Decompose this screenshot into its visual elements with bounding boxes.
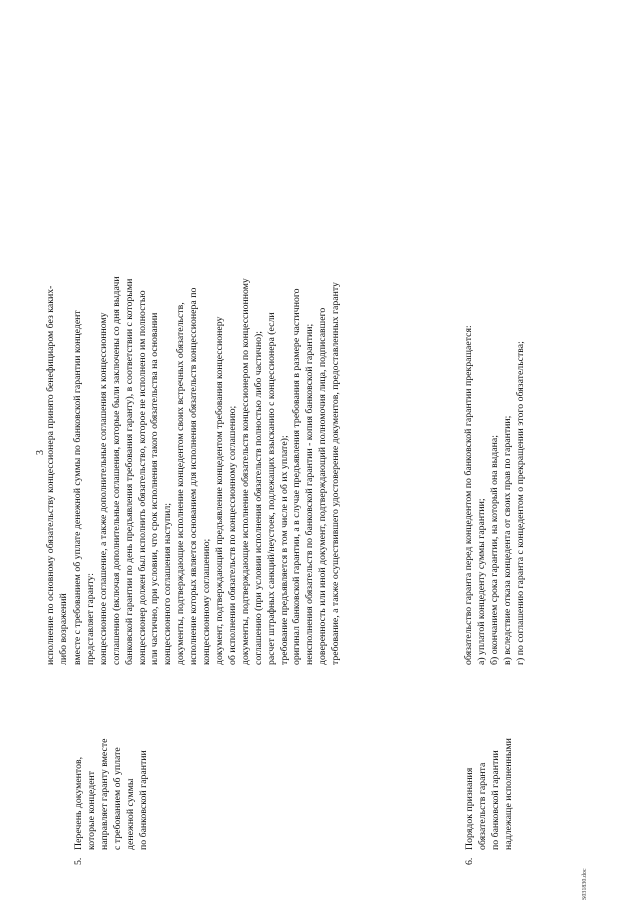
- text-line: представляет гаранту:: [84, 573, 96, 665]
- title-line: по банковской гарантии: [490, 750, 501, 850]
- text-line: а) уплатой концеденту суммы гарантии;: [475, 498, 487, 665]
- text-line: соглашению (при условии исполнения обязательств полностью либо частично);: [252, 331, 264, 665]
- text-line: доверенность или иной документ, подтверждающий полномочия лица, подписавшего: [317, 307, 329, 665]
- text-line: б) окончанием срока гарантии, на который она выдана;: [488, 435, 500, 665]
- text-line: неисполнения обязательств по банковской гарантии - копия банковской гарантии;: [304, 323, 316, 665]
- text-line: исполнение по основному обязательству концессионера принято бенефициаром без каких-: [45, 285, 56, 665]
- text-line: концессионному соглашению;: [201, 538, 213, 665]
- page-number: 3: [35, 450, 46, 455]
- title-line: денежной суммы: [125, 778, 136, 850]
- text-line: либо возражений: [57, 593, 69, 665]
- title-line: которые концедент: [86, 770, 97, 850]
- text-line: концессионер должен был исполнить обязательство, которое не исполнено им полностью: [136, 290, 148, 665]
- text-line: соглашению (включая дополнительные соглашения, которые были заключены со дня выдачи: [110, 276, 122, 665]
- text-line: документы, подтверждающие исполнение концедентом своих встречных обязательств,: [175, 302, 187, 665]
- text-line: банковской гарантии по день предъявления требования гаранту), в соответствии с которыми: [123, 278, 135, 665]
- title-line: по банковской гарантии: [138, 750, 149, 850]
- title-line: Порядок признания: [464, 767, 475, 850]
- text-line: концессионное соглашение, а также дополнительные соглашения к концессионному: [97, 312, 109, 665]
- text-line: документ, подтверждающий предъявление концедентом требования концессионеру: [213, 316, 225, 665]
- text-line: обязательство гаранта перед концедентом по банковской гарантии прекращается:: [463, 325, 474, 665]
- title-line: обязательств гаранта: [477, 762, 488, 850]
- title-line: Перечень документов,: [73, 756, 84, 850]
- text-line: или частично, при условии, что срок исполнения такого обязательства на основании: [149, 312, 161, 665]
- text-line: расчет штрафных санкций/неустоек, подлежащих взысканию с концессионера (если: [265, 312, 277, 665]
- title-line: направляет гаранту вместе: [99, 738, 110, 850]
- footer-filename: S031830.doc: [582, 868, 588, 900]
- title-line: надлежаще исполненными: [503, 738, 514, 850]
- text-line: документы, подтверждающие исполнение обязательств концессионером по концессионному: [239, 278, 251, 665]
- title-line: с требованием об уплате: [112, 747, 123, 850]
- text-line: концессионного соглашения наступил;: [162, 502, 174, 665]
- text-line: об исполнении обязательств по концессионному соглашению;: [226, 405, 238, 665]
- text-line: г) по соглашению гаранта с концедентом о прекращении этого обязательства;: [514, 341, 526, 665]
- row-title: [463, 665, 515, 850]
- row-content: [463, 25, 528, 665]
- text-line: вместе с требованием об уплате денежной суммы по банковской гарантии концедент: [72, 310, 83, 665]
- row-title: [72, 665, 150, 850]
- continuation-text: [45, 25, 71, 665]
- text-line: исполнение которых является основанием для исполнения обязательств концессионера по: [188, 287, 200, 665]
- text-line: требование, а также осуществившего удостоверение документов, предоставленных гаранту: [330, 282, 342, 665]
- row-number: 5.: [73, 857, 84, 865]
- text-line: оригинал банковской гарантии, а в случае предъявления требования в размере частичного: [291, 288, 303, 665]
- row-number: 6.: [464, 857, 475, 865]
- row-content: [72, 25, 343, 665]
- text-line: в) вследствие отказа концедента от своих прав по гарантии;: [501, 415, 513, 665]
- text-line: требование предъявляется в том числе и об их уплате);: [278, 435, 290, 665]
